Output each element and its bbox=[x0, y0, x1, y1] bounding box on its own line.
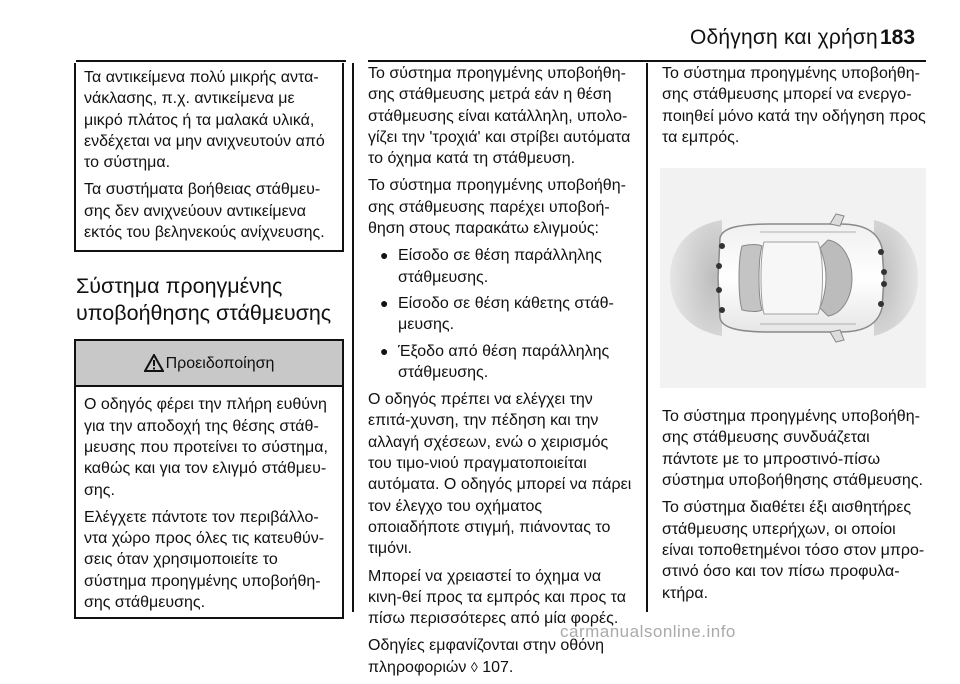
bullet-list bbox=[368, 245, 634, 383]
header-rule-right bbox=[368, 60, 926, 62]
body-paragraph: Μπορεί να χρειαστεί το όχημα να κινη-θεί προς τα εμπρός και προς τα πίσω περισσότερες από μία φορές. bbox=[368, 567, 626, 628]
warning-header bbox=[76, 341, 342, 387]
watermark: carmanualsonline.info bbox=[560, 622, 736, 641]
page-reference-number[interactable]: 107. bbox=[482, 658, 514, 676]
list-item-text: Είσοδο σε θέση παράλληλης στάθμευσης. bbox=[398, 247, 602, 286]
list-item-text: Έξοδο από θέση παράλληλης στάθμευσης. bbox=[398, 342, 610, 381]
bullet-icon: ● bbox=[380, 247, 389, 264]
page-header bbox=[0, 0, 960, 60]
section-title bbox=[76, 273, 344, 327]
column-middle bbox=[368, 63, 634, 684]
section-title-line: υποβοήθησης στάθμευσης bbox=[76, 301, 332, 326]
warning-box bbox=[74, 339, 344, 619]
bullet-icon: ● bbox=[380, 294, 389, 311]
note-box bbox=[74, 63, 344, 252]
body-paragraph: Ο οδηγός πρέπει να ελέγχει την επιτά-χυνση, την πέδηση και την αλλαγή σχέσεων, ενώ ο χειρισμός του τιμο-νιού πραγματοποιείται αυτόματα. Ο οδηγός μπορεί να πάρει τον έλεγχο του οχήματος οποιαδήποτε στιγμή, πιάνοντας το τιμόνι. bbox=[368, 391, 632, 558]
column-left bbox=[76, 63, 344, 619]
column-divider bbox=[352, 63, 354, 612]
note-paragraph: Τα αντικείμενα πολύ μικρής αντα-νάκλασης, π.χ. αντικείμενα με μικρό πλάτος ή τα μαλακά υλικά, ενδέχεται να μην ανιχνευτούν από το σύστημα. bbox=[84, 69, 325, 172]
list-item bbox=[368, 245, 634, 288]
note-paragraph: Τα συστήματα βοήθειας στάθμευ-σης δεν ανιχνεύουν αντικείμενα εκτός του βεληνεκούς ανίχνευσης. bbox=[84, 181, 325, 242]
bullet-icon: ● bbox=[380, 342, 389, 359]
list-item bbox=[368, 341, 634, 384]
warning-triangle-icon bbox=[144, 354, 164, 372]
list-item bbox=[368, 293, 634, 336]
warning-body bbox=[76, 387, 342, 617]
warning-paragraph: Ελέγχετε πάντοτε τον περιβάλλο-ντα χώρο προς όλες τις κατευθύν-σεις όταν χρησιμοποιείτε το σύστημα προηγμένης υποβοήθη-σης στάθμευσης. bbox=[84, 508, 325, 612]
section-title-line: Σύστημα προηγμένης bbox=[76, 274, 283, 299]
page-reference-icon[interactable]: ◊ bbox=[470, 658, 478, 675]
page-number: 183 bbox=[880, 26, 916, 49]
body-paragraph: Το σύστημα διαθέτει έξι αισθητήρες στάθμευσης υπερήχων, οι οποίοι είναι τοποθετημένοι τόσο στον μπρο-στινό όσο και τον πίσω προφυλα-κτήρα. bbox=[662, 499, 925, 602]
body-paragraph: Το σύστημα προηγμένης υποβοήθη-σης στάθμευσης μπορεί να ενεργο-ποιηθεί μόνο κατά την οδήγηση προς τα εμπρός. bbox=[662, 65, 926, 146]
car-sensor-diagram bbox=[660, 168, 926, 388]
body-paragraph: Το σύστημα προηγμένης υποβοήθη-σης στάθμευσης παρέχει υποβοή-θηση στους παρακάτω ελιγμούς: bbox=[368, 177, 626, 238]
column-right bbox=[662, 63, 926, 610]
warning-label: Προειδοποίηση bbox=[165, 354, 275, 372]
reference-text: Οδηγίες εμφανίζονται στην οθόνη πληροφοριών bbox=[368, 637, 604, 676]
parking-sensors-illustration bbox=[660, 168, 926, 388]
warning-paragraph: Ο οδηγός φέρει την πλήρη ευθύνη για την αποδοχή της θέσης στάθ-μευσης που προτείνει το σύστημα, καθώς και για τον ελιγμό στάθμευ-σης. bbox=[84, 396, 328, 499]
list-item-text: Είσοδο σε θέση κάθετης στάθ-μευσης. bbox=[398, 294, 614, 334]
body-paragraph: Το σύστημα προηγμένης υποβοήθη-σης στάθμευσης μετρά εάν η θέση στάθμευσης είναι κατάλληλη, υπολο-γίζει την 'τροχιά' και στρίβει αυτόματα το όχημα κατά τη στάθμευση. bbox=[368, 65, 631, 168]
header-rule-col1 bbox=[76, 60, 346, 62]
body-paragraph: Το σύστημα προηγμένης υποβοήθη-σης στάθμευσης συνδυάζεται πάντοτε με το μπροστινό-πίσω σύστημα υποβοήθησης στάθμευσης. bbox=[662, 408, 923, 490]
header-title: Οδήγηση και χρήση bbox=[690, 26, 878, 49]
column-divider bbox=[646, 63, 648, 612]
